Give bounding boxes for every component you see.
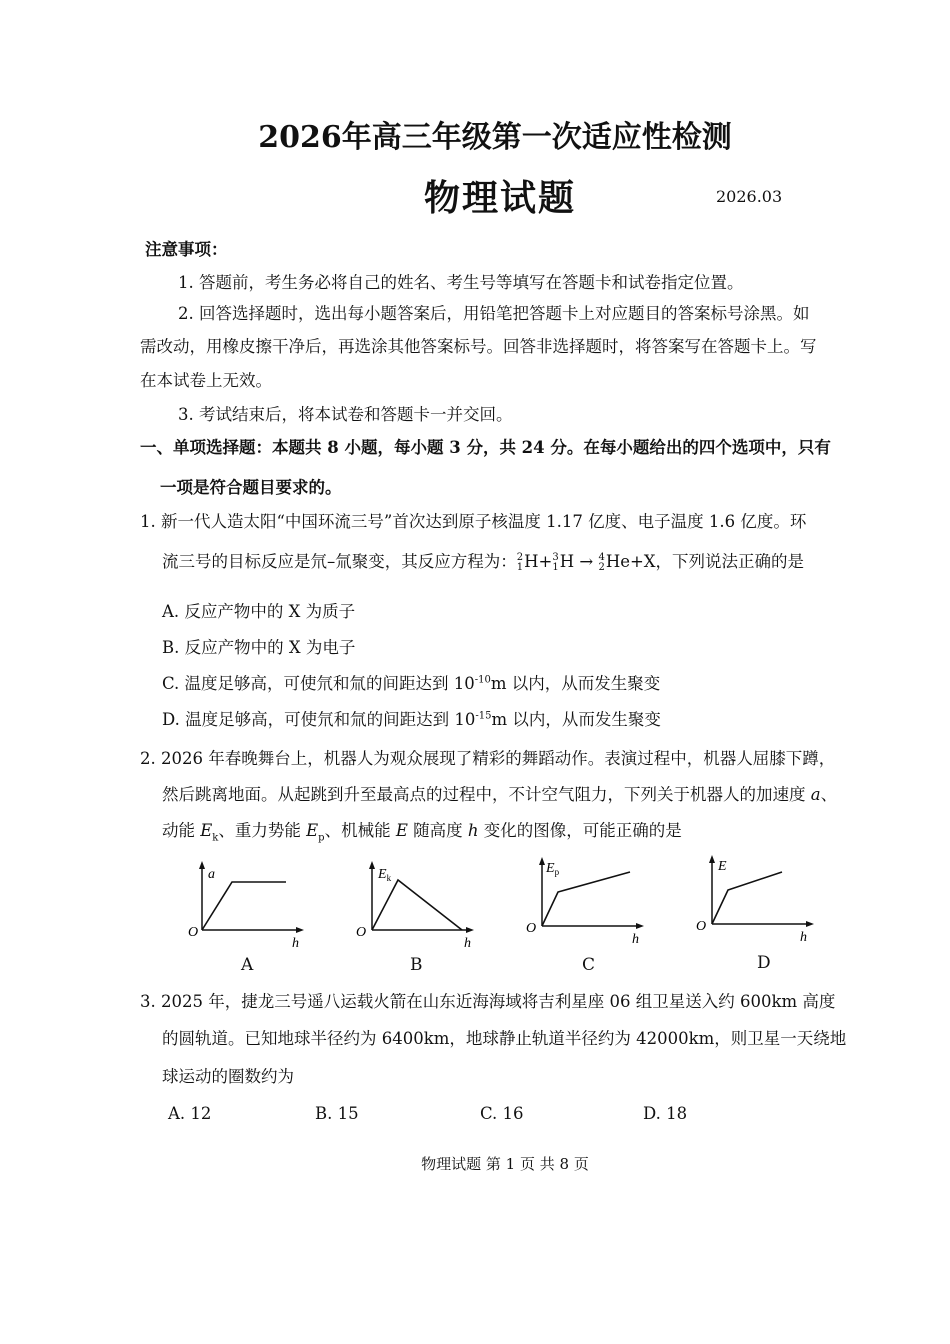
y-axis-arrow-icon: [369, 861, 375, 869]
q2-line2-tail: 、: [820, 785, 838, 804]
x-axis-arrow-icon: [296, 927, 304, 933]
graph-c-origin: O: [526, 921, 537, 936]
element-h1: H+: [524, 552, 553, 571]
graph-c-y-label: [545, 861, 560, 877]
curve-c: [542, 872, 630, 926]
graph-c-option: C: [582, 955, 596, 975]
x-axis-arrow-icon: [636, 923, 644, 929]
mass-number: 2: [516, 551, 524, 563]
y-axis-arrow-icon: [199, 861, 205, 869]
graph-b-y-letter: E: [378, 867, 387, 882]
q1-option-c: [162, 673, 660, 695]
curve-d: [712, 872, 782, 924]
exam-date: 2026.03: [716, 187, 783, 206]
q3-option-b: B. 15: [315, 1104, 359, 1123]
graph-c-x-label: h: [632, 932, 639, 946]
curve-a: [202, 882, 286, 930]
q3-stem-line-1: 3. 2025 年，捷龙三号遥八运载火箭在山东近海海域将吉利星座 06 组卫星送入约 600km 高度: [140, 992, 836, 1011]
q1-option-c-text: C. 温度足够高，可使氘和氚的间距达到 10: [162, 674, 475, 693]
q2-line3-mid2: 、机械能: [324, 821, 396, 840]
isotope-tritium: [552, 553, 558, 573]
notice-item-2-line-1: 2. 回答选择题时，选出每小题答案后，用铅笔把答题卡上对应题目的答案标号涂黑。如: [178, 304, 810, 323]
q1-option-c-tail: m 以内，从而发生聚变: [490, 674, 661, 693]
graph-b-y-sub: k: [386, 873, 392, 883]
q1-option-a: A. 反应产物中的 X 为质子: [162, 602, 356, 621]
graph-b-origin: O: [356, 925, 367, 940]
graph-d: [690, 854, 820, 944]
graph-d-option: D: [757, 953, 771, 973]
graph-b-option: B: [410, 955, 423, 975]
section-heading-line-1: 一、单项选择题：本题共 8 小题，每小题 3 分，共 24 分。在每小题给出的四个选项中，只有: [140, 438, 831, 457]
page-footer: 物理试题 第 1 页 共 8 页: [421, 1155, 589, 1173]
q3-option-a: A. 12: [168, 1104, 212, 1123]
q2-stem-line-1: 2. 2026 年春晚舞台上，机器人为观众展现了精彩的舞蹈动作。表演过程中，机器人屈膝下蹲，: [140, 749, 836, 768]
graph-a-option: A: [241, 955, 254, 975]
element-h2: H: [559, 552, 575, 571]
graph-c-y-sub: p: [554, 867, 560, 877]
y-axis-arrow-icon: [539, 857, 545, 865]
q2-line2-text: 然后跳离地面。从起跳到升至最高点的过程中，不计空气阻力，下列关于机器人的加速度: [162, 785, 811, 804]
mass-number: 4: [598, 551, 605, 563]
q2-stem-line-3: [162, 820, 682, 842]
graph-c: [520, 856, 650, 946]
q3-stem-line-2: 的圆轨道。已知地球半径约为 6400km，地球静止轨道半径约为 42000km，则卫星一天绕地: [162, 1029, 847, 1048]
q1-stem-prefix: 流三号的目标反应是氘–氚聚变，其反应方程为：: [162, 552, 517, 571]
q2-line3-text: 动能: [162, 821, 201, 840]
y-axis-arrow-icon: [709, 855, 715, 863]
graph-b-y-label: [377, 867, 392, 883]
var-Ep: E: [306, 821, 319, 840]
q1-option-c-exponent: -10: [474, 674, 491, 686]
graph-d-y-label: E: [718, 859, 727, 874]
notice-item-1: 1. 答题前，考生务必将自己的姓名、考生号等填写在答题卡和试卷指定位置。: [178, 273, 744, 292]
mass-number: 3: [552, 551, 559, 563]
notice-item-2-line-2: 需改动，用橡皮擦干净后，再选涂其他答案标号。回答非选择题时，将答案写在答题卡上。写: [140, 337, 817, 356]
sub-p: p: [318, 832, 325, 844]
exam-title: 2026年高三年级第一次适应性检测: [258, 120, 732, 155]
var-a: a: [810, 785, 821, 804]
notice-item-3: 3. 考试结束后，将本试卷和答题卡一并交回。: [178, 405, 513, 424]
var-E: E: [395, 821, 408, 840]
var-Ek: E: [200, 821, 213, 840]
graph-d-origin: O: [696, 919, 707, 934]
curve-b: [372, 880, 462, 930]
graph-b: [350, 860, 480, 950]
q3-option-c: C. 16: [480, 1104, 524, 1123]
graph-c-y-letter: E: [546, 861, 555, 876]
q2-line3-tail: 变化的图像，可能正确的是: [478, 821, 682, 840]
q1-option-d-tail: m 以内，从而发生聚变: [491, 710, 661, 729]
charge-number: 1: [516, 561, 524, 573]
subject-title: 物理试题: [423, 177, 576, 219]
charge-number: 2: [598, 561, 605, 573]
q1-stem-suffix: ，下列说法正确的是: [655, 552, 805, 571]
notice-item-2-line-3: 在本试卷上无效。: [140, 371, 272, 390]
graph-b-x-label: h: [464, 936, 471, 950]
graph-a-y-label: a: [208, 867, 215, 882]
q2-line3-mid3: 随高度: [407, 821, 468, 840]
sub-k: k: [212, 832, 219, 844]
section-heading-line-2: 一项是符合题目要求的。: [160, 478, 342, 497]
var-h: h: [467, 821, 479, 840]
graph-d-x-label: h: [800, 930, 807, 944]
q1-option-d-exponent: -15: [475, 710, 492, 722]
q1-stem-line-2: [162, 551, 804, 573]
element-he: He+X: [605, 552, 656, 571]
q1-option-d-text: D. 温度足够高，可使氘和氚的间距达到 10: [162, 710, 476, 729]
q3-stem-line-3: 球运动的圈数约为: [162, 1067, 294, 1086]
q2-stem-line-2: [162, 784, 837, 806]
isotope-helium: [598, 553, 604, 573]
isotope-deuterium: [517, 553, 523, 573]
q1-option-b: B. 反应产物中的 X 为电子: [162, 638, 356, 657]
q1-stem-line-1: 1. 新一代人造太阳“中国环流三号”首次达到原子核温度 1.17 亿度、电子温度 1.6 亿度。环: [140, 512, 807, 531]
graph-a: [180, 860, 310, 950]
x-axis-arrow-icon: [806, 921, 814, 927]
graph-a-origin: O: [188, 925, 199, 940]
x-axis-arrow-icon: [466, 927, 474, 933]
q3-option-d: D. 18: [643, 1104, 688, 1123]
graph-a-x-label: h: [292, 936, 299, 950]
notice-heading: 注意事项：: [145, 240, 228, 259]
reaction-arrow: →: [574, 552, 599, 571]
charge-number: 1: [552, 561, 559, 573]
q1-option-d: [162, 709, 661, 731]
q2-line3-mid1: 、重力势能: [218, 821, 307, 840]
